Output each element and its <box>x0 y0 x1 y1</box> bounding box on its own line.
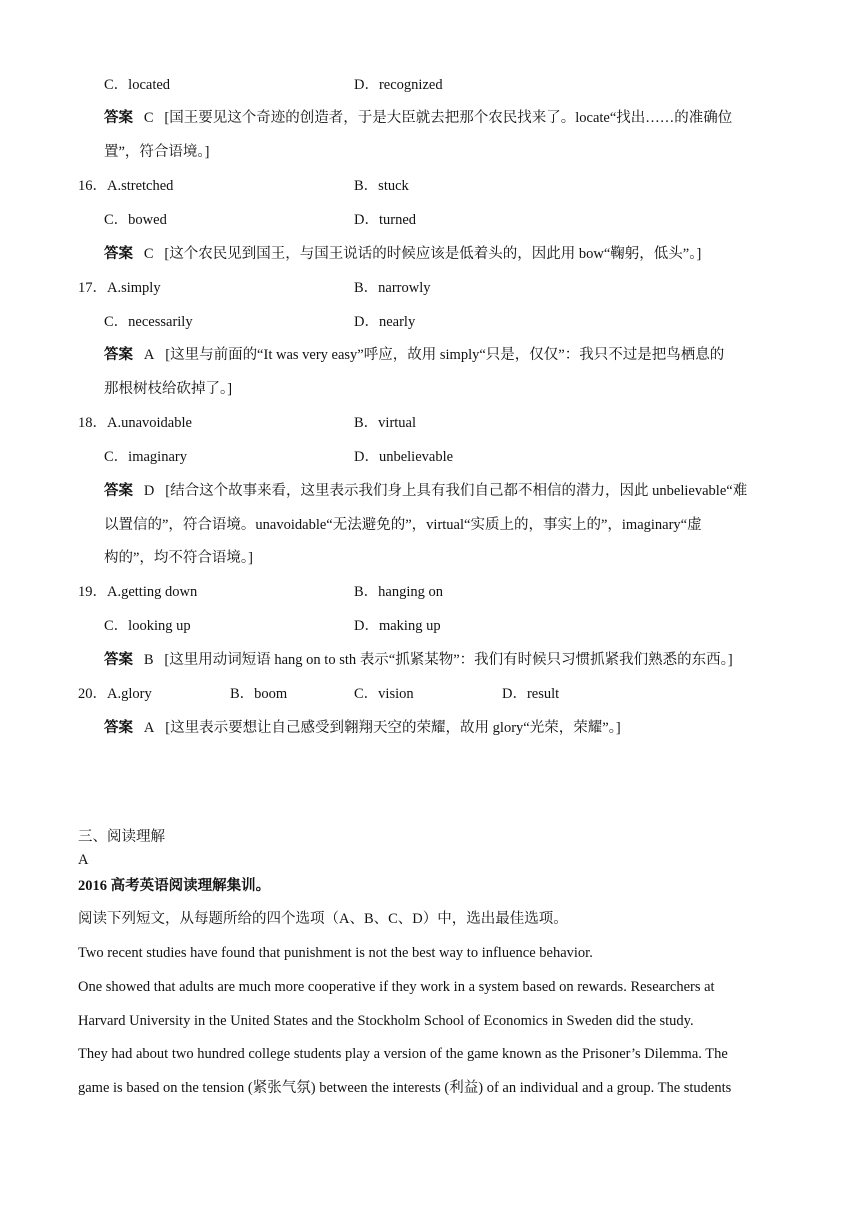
answer-label: 答案 <box>104 347 133 363</box>
answer-label: 答案 <box>104 652 133 668</box>
q16-option-b: B．stuck <box>354 178 409 194</box>
q18-option-d: D．unbelievable <box>354 449 454 465</box>
q16-option-c: C．bowed <box>104 212 167 228</box>
q17-option-c: C．necessarily <box>104 314 193 330</box>
q15-answer <box>104 108 732 128</box>
answer-letter: A <box>143 347 155 363</box>
passage-paragraph: Two recent studies have found that punishment is not the best way to influence behavior. <box>78 945 593 961</box>
q20-option-d: D．result <box>502 686 560 702</box>
q17-option-b: B．narrowly <box>354 280 431 296</box>
q15-option-c: C．located <box>104 77 171 93</box>
answer-label: 答案 <box>104 720 133 736</box>
q15-explanation-cont: 置”，符合语境。] <box>104 144 210 160</box>
answer-explanation: [结合这个故事来看，这里表示我们身上具有我们自己都不相信的潜力，因此 unbelievable“难 <box>165 483 748 499</box>
q17-option-a: 17．A.simply <box>78 280 161 296</box>
q19-option-a: 19．A.getting down <box>78 584 198 600</box>
answer-letter: A <box>143 720 155 736</box>
answer-letter: D <box>143 483 155 499</box>
section-heading: 三、阅读理解 <box>78 829 165 845</box>
answer-explanation: [这里与前面的“It was very easy”呼应，故用 simply“只是，仅仅”：我只不过是把鸟栖息的 <box>165 347 725 363</box>
q20-option-a: 20．A.glory <box>78 686 152 702</box>
answer-explanation: [这里表示要想让自己感受到翱翔天空的荣耀，故用 glory“光荣，荣耀”。] <box>165 720 621 736</box>
q18-explanation-cont2: 构的”，均不符合语境。] <box>104 550 254 566</box>
answer-explanation: [国王要见这个奇迹的创造者，于是大臣就去把那个农民找来了。locate“找出……的准确位 <box>164 110 733 126</box>
answer-explanation: [这里用动词短语 hang on to sth 表示“抓紧某物”：我们有时候只习惯抓紧我们熟悉的东西。] <box>164 652 733 668</box>
q18-option-a: 18．A.unavoidable <box>78 415 192 431</box>
answer-letter: C <box>143 110 154 126</box>
q17-option-d: D．nearly <box>354 314 416 330</box>
q20-option-c: C．vision <box>354 686 414 702</box>
section-instruction: 阅读下列短文，从每题所给的四个选项（A、B、C、D）中，选出最佳选项。 <box>78 911 568 927</box>
answer-label: 答案 <box>104 246 133 262</box>
q17-answer <box>104 345 724 365</box>
q16-option-a: 16．A.stretched <box>78 178 174 194</box>
q17-explanation-cont: 那根树枝给砍掉了。] <box>104 381 233 397</box>
passage-paragraph: Harvard University in the United States and the Stockholm School of Economics in Sweden did the study. <box>78 1013 694 1029</box>
q18-option-c: C．imaginary <box>104 449 187 465</box>
q20-answer <box>104 718 621 738</box>
answer-label: 答案 <box>104 110 133 126</box>
passage-paragraph: They had about two hundred college students play a version of the game known as the Prisoner’s Dilemma. The <box>78 1046 728 1062</box>
q19-answer <box>104 650 733 670</box>
passage-paragraph: One showed that adults are much more cooperative if they work in a system based on rewards. Researchers at <box>78 979 715 995</box>
section-title: 2016 高考英语阅读理解集训。 <box>78 878 271 894</box>
q18-option-b: B．virtual <box>354 415 417 431</box>
answer-label: 答案 <box>104 483 133 499</box>
answer-letter: C <box>143 246 154 262</box>
passage-paragraph: game is based on the tension (紧张气氛) between the interests (利益) of an individual and a group. The students <box>78 1080 732 1096</box>
q18-explanation-cont: 以置信的”，符合语境。unavoidable“无法避免的”，virtual“实质上的，事实上的”，imaginary“虚 <box>104 517 702 533</box>
q19-option-b: B．hanging on <box>354 584 444 600</box>
section-part-label: A <box>78 852 89 868</box>
q15-option-d: D．recognized <box>354 77 443 93</box>
answer-explanation: [这个农民见到国王，与国王说话的时候应该是低着头的，因此用 bow“鞠躬，低头”。] <box>164 246 702 262</box>
q20-option-b: B．boom <box>230 686 288 702</box>
q19-option-d: D．making up <box>354 618 441 634</box>
q16-option-d: D．turned <box>354 212 417 228</box>
q18-answer <box>104 481 747 501</box>
q19-option-c: C．looking up <box>104 618 191 634</box>
answer-letter: B <box>143 652 154 668</box>
q16-answer <box>104 244 701 264</box>
